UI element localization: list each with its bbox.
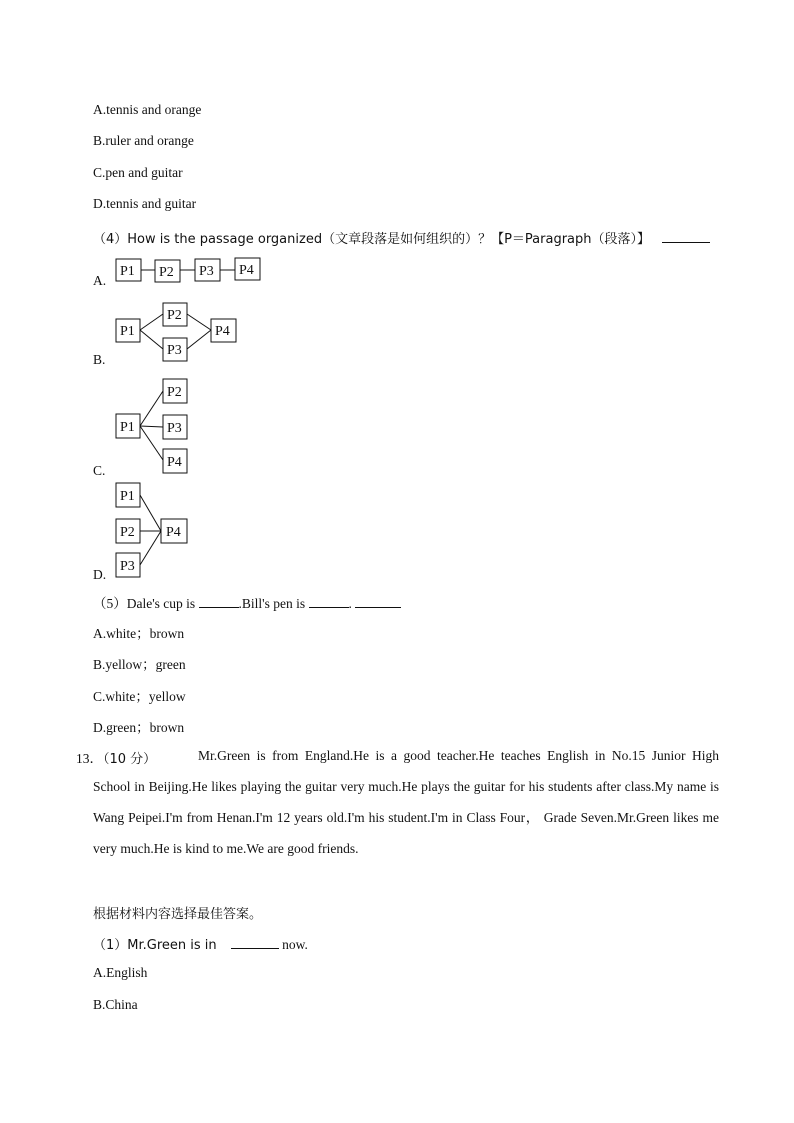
label-p3: P3 — [120, 559, 135, 574]
q5-prompt-a: （5）Dale's cup is — [93, 596, 199, 611]
connector — [187, 314, 211, 330]
connector — [140, 314, 163, 330]
q3-option-a: A.tennis and orange — [93, 102, 202, 117]
q4-letter-b: B. — [93, 352, 106, 367]
label-p2: P2 — [120, 525, 135, 540]
q5-answer-blank — [355, 595, 401, 608]
q5-option-b: B.yellow；green — [93, 657, 186, 672]
q13-score: （10 分） — [103, 752, 157, 767]
connector — [140, 495, 161, 531]
label-p3: P3 — [167, 421, 182, 436]
q3-option-b: B.ruler and orange — [93, 133, 194, 148]
q5-option-c: C.white；yellow — [93, 689, 186, 704]
label-p4: P4 — [166, 525, 181, 540]
q5-option-a: A.white；brown — [93, 626, 185, 641]
q4-letter-c: C. — [93, 463, 106, 478]
label-p2: P2 — [159, 265, 174, 280]
q13-q1-prompt — [93, 934, 308, 953]
label-p3: P3 — [167, 343, 182, 358]
q3-option-d: D.tennis and guitar — [93, 196, 197, 211]
label-p4: P4 — [167, 455, 182, 470]
q5-prompt-c: . — [348, 596, 356, 611]
diagram-c — [116, 379, 187, 473]
label-p3: P3 — [199, 264, 214, 279]
q3-option-c: C.pen and guitar — [93, 165, 183, 180]
q5-option-d: D.green；brown — [93, 720, 185, 735]
label-p4: P4 — [239, 263, 254, 278]
label-p1: P1 — [120, 420, 135, 435]
connector — [187, 330, 211, 349]
label-p1: P1 — [120, 324, 135, 339]
q5-prompt — [93, 592, 401, 612]
label-p1: P1 — [120, 264, 135, 279]
connector — [140, 426, 163, 460]
q5-prompt-b: .Bill's pen is — [238, 596, 309, 611]
q13-q1-option-b: B.China — [93, 997, 138, 1012]
connector — [140, 330, 163, 349]
diagram-a — [116, 258, 260, 282]
q13-instruction: 根据材料内容选择最佳答案。 — [93, 907, 263, 922]
connector — [140, 426, 163, 427]
q5-blank-1 — [199, 595, 239, 608]
q13-q1-prompt-a: （1）Mr.Green is in — [93, 938, 221, 953]
q13-q1-blank — [231, 936, 279, 949]
connector — [140, 531, 161, 565]
q5-blank-2 — [309, 595, 349, 608]
diagram-b — [116, 303, 236, 361]
label-p1: P1 — [120, 489, 135, 504]
q13-q1-prompt-b: now. — [278, 937, 308, 952]
label-p4: P4 — [215, 324, 230, 339]
q4-letter-d: D. — [93, 567, 107, 582]
q13-passage: Mr.Green is from England.He is a good teacher.He teaches English in No.15 Junior High School in Beijing.He likes playing the guitar very much.He plays the guitar for his students after class.My name is Wang Peipei.I'm from Henan.I'm 12 years old.I'm his student.I'm in Class Four， Grade Seven.Mr.Green likes me very much.He is kind to me.We are good friends. — [93, 748, 719, 856]
q13-q1-option-a: A.English — [93, 965, 148, 980]
q4-prompt-text: （4）How is the passage organized（文章段落是如何组织的）？【P＝Paragraph（段落）】 — [93, 232, 651, 247]
label-p2: P2 — [167, 385, 182, 400]
label-p2: P2 — [167, 308, 182, 323]
q13-number: 13． — [76, 751, 103, 766]
connector — [140, 391, 163, 426]
diagram-d — [116, 483, 187, 577]
q4-letter-a: A. — [93, 273, 107, 288]
